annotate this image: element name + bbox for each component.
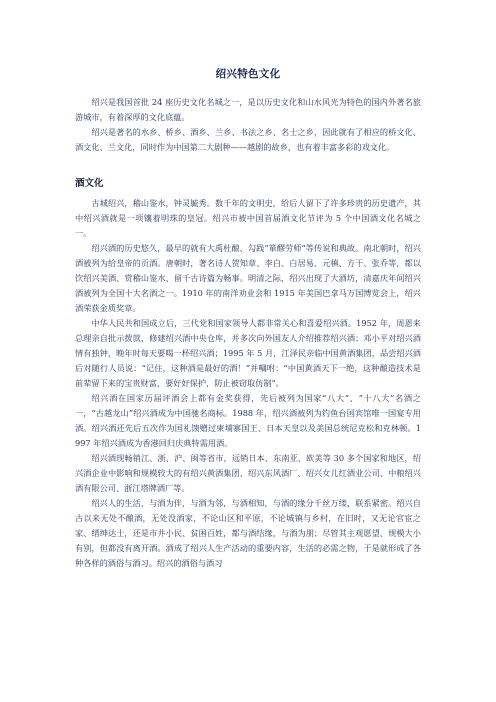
wine-paragraph-6: 绍兴人的生活，与酒为伴，与酒为邻，与酒相知，与酒的缘分千丝万缕，联系紧密。绍兴自古以来无处不酿酒，无处没酒家，不论山区和平原，不论城镇与乡村，在旧时，又无论官宦之家、缙绅达士，还是市井小民、贫困百姓，都与酒结缘，与酒为朋；尽管其主观愿望、规模大小有别，但都没有离开酒。酒成了绍兴人生产活动的重要内容，生活的必需之物，于是就形成了各种各样的酒俗与酒习。绍兴的酒俗与酒习 [75, 498, 421, 568]
wine-paragraph-4: 绍兴酒在国家历届评酒会上都有金奖获得，先后被列为国家“八大”、“十八大”名酒之一，“古越龙山”绍兴酒成为中国驰名商标。1988 年，绍兴酒被列为钓鱼台国宾馆唯一国宴专用酒。绍兴酒还先后五次作为国礼馈赠过柬埔寨国王、日本天皇以及美国总统尼克松和克林顿。1997 年绍兴酒成为香港回归庆典特需用酒。 [75, 393, 421, 448]
wine-paragraph-2: 绍兴酒的历史悠久，最早的就有大禹杜酿、勾践“箪醪劳师”等传说和典故。南北朝时，绍兴酒被列为给皇帝的贡酒。唐朝时，著名诗人贺知章、李白、白居易、元稹、方干、张乔等，都以饮绍兴美酒、赏稽山鉴水、留千古诗篇为畅事。明清之际，绍兴出现了大酒坊，清嘉庆年间绍兴酒被列为全国十大名酒之一。1910 年的南洋劝业会和 1915 年美国巴拿马万国博览会上，绍兴酒荣获金质奖章。 [75, 243, 421, 313]
document-title: 绍兴特色文化 [215, 68, 281, 80]
section-heading-wine-culture: 酒文化 [75, 178, 104, 189]
intro-paragraph-1: 绍兴是我国首批 24 座历史文化名城之一，是以历史文化和山水风光为特色的国内外著名旅游城市，有着深厚的文化底蕴。 [75, 97, 421, 122]
document-page [75, 56, 421, 571]
wine-paragraph-1: 古城绍兴，稽山鉴水，钟灵毓秀。数千年的文明史，给后人留下了许多珍贵的历史遗产，其中绍兴酒就是一项镶着明珠的皇冠。绍兴市被中国首届酒文化节评为 5 个中国酒文化名城之一。 [75, 198, 421, 238]
wine-paragraph-5: 绍兴酒现畅销江、浙、沪、闽等省市，远销日本、东南亚、欧美等 30 多个国家和地区，绍兴酒企业中影响和规模较大的有绍兴黄酒集团、绍兴东风酒厂、绍兴女儿红酒业公司、中粮绍兴酒有限公司、浙江塔牌酒厂等。 [75, 453, 421, 493]
intro-paragraph-2: 绍兴是著名的水乡、桥乡、酒乡、兰乡、书法之乡、名士之乡，因此就有了相应的桥文化、酒文化、兰文化，同时作为中国第二大剧种——越剧的故乡，也有着丰富多彩的戏文化。 [75, 127, 421, 152]
wine-paragraph-3: 中华人民共和国成立后，三代党和国家领导人都非常关心和喜爱绍兴酒。1952 年，周恩来总理亲自批示拨款，修建绍兴酒中央仓库，并多次向外国友人介绍推荐绍兴酒；邓小平对绍兴酒情有独钟，晚年时每天要喝一杯绍兴酒；1995 年 5 月，江泽民亲临中国黄酒集团，品尝绍兴酒后对随行人员说：“记住，这种酒是最好的酒！”并嘱咐：“中国黄酒天下一绝，这种酿造技术是前辈留下来的宝贵财富，要好好保护，防止被窃取仿制”。 [75, 318, 421, 388]
